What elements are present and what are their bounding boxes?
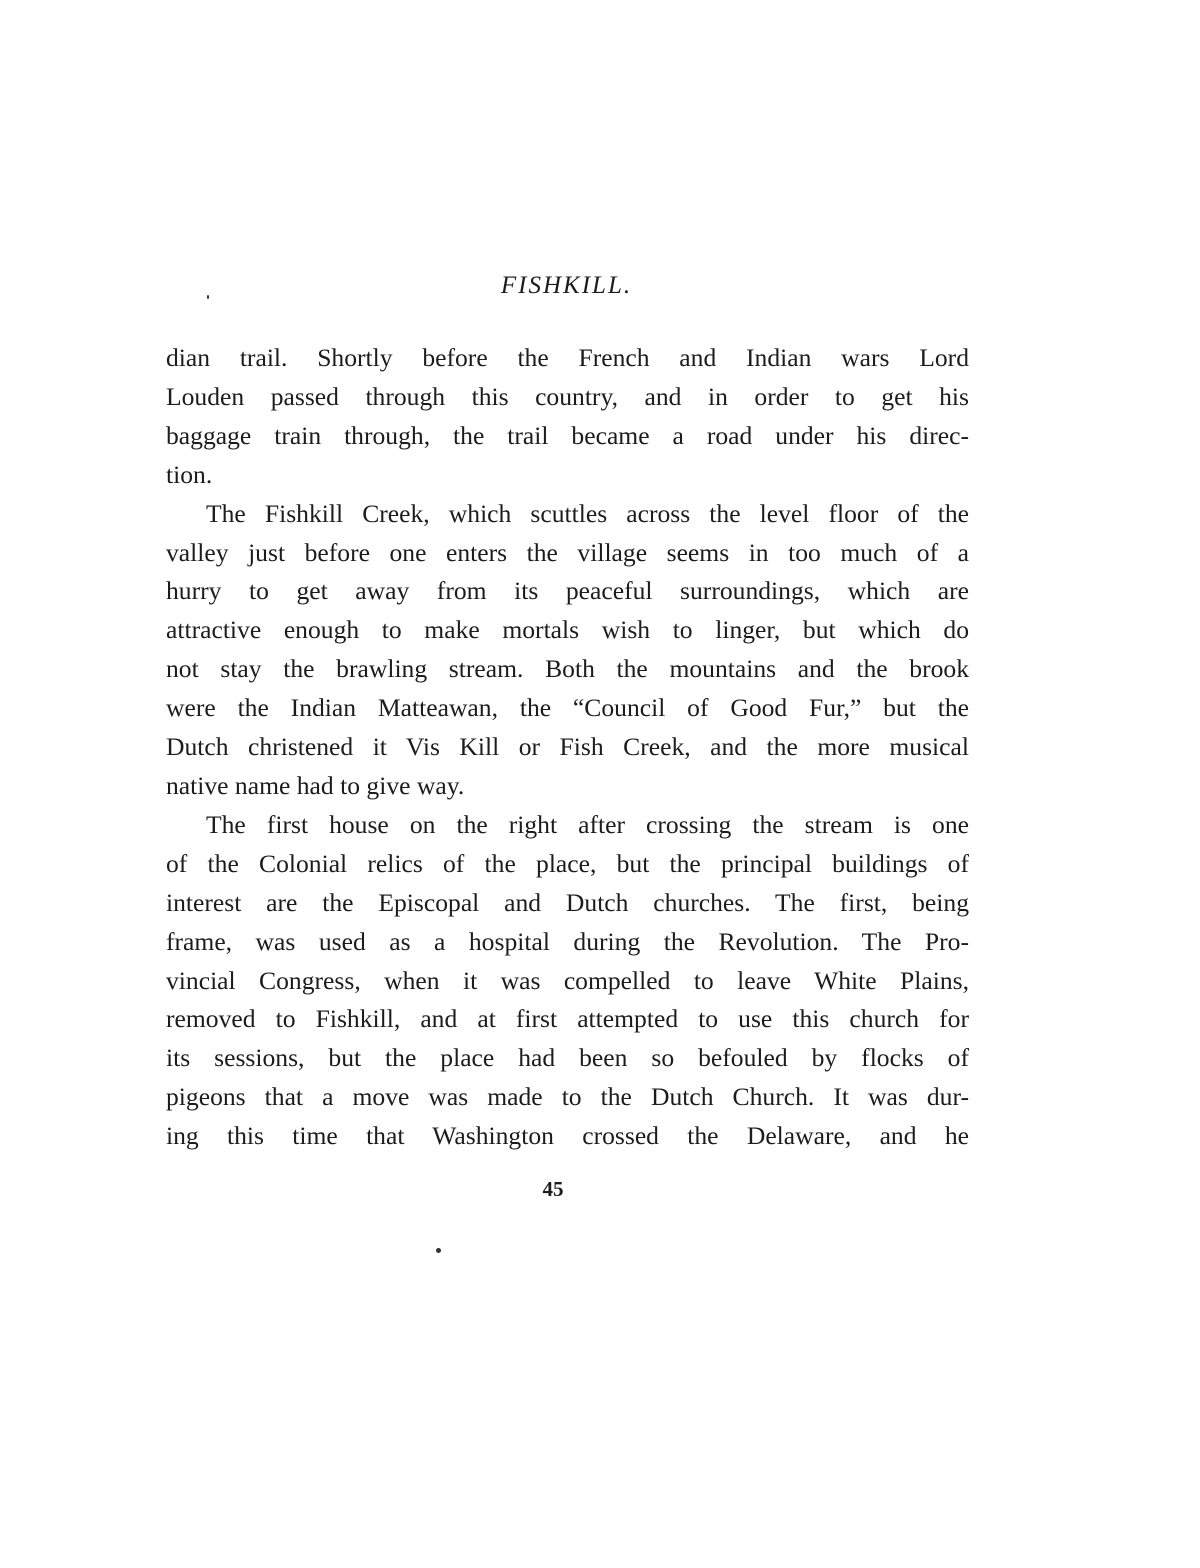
text-line: Dutch christened it Vis Kill or Fish Creek, and the more musical [166, 732, 969, 762]
text-line: of the Colonial relics of the place, but the principal buildings of [166, 848, 969, 878]
text-line: attractive enough to make mortals wish to linger, but which do [166, 615, 969, 645]
text-line: frame, was used as a hospital during the Revolution. The Pro- [166, 926, 969, 956]
text-line: native name had to give way. [166, 770, 465, 800]
scan-speck [207, 295, 209, 299]
text-line: The first house on the right after crossing the stream is one [206, 809, 969, 839]
text-line: dian trail. Shortly before the French and Indian wars Lord [166, 343, 969, 372]
text-line: not stay the brawling stream. Both the mountains and the brook [166, 654, 969, 684]
text-line: removed to Fishkill, and at first attempted to use this church for [166, 1004, 969, 1034]
scan-speck [436, 1248, 441, 1253]
text-line: were the Indian Matteawan, the “Council of Good Fur,” but the [166, 693, 969, 723]
text-line: interest are the Episcopal and Dutch churches. The first, being [166, 887, 969, 917]
text-line: valley just before one enters the village seems in too much of a [166, 537, 969, 567]
text-line: hurry to get away from its peaceful surroundings, which are [166, 576, 969, 606]
text-line: its sessions, but the place had been so befouled by flocks of [166, 1043, 969, 1073]
body-text [166, 339, 969, 1156]
text-line: vincial Congress, when it was compelled to leave White Plains, [166, 965, 969, 995]
text-line: pigeons that a move was made to the Dutch Church. It was dur- [166, 1082, 969, 1112]
text-line: tion. [166, 459, 213, 489]
text-line: Louden passed through this country, and in order to get his [166, 381, 969, 411]
running-head: FISHKILL. [500, 272, 633, 299]
text-line: ing this time that Washington crossed the Delaware, and he [166, 1121, 969, 1151]
page-number: 45 [542, 1177, 564, 1201]
text-line: baggage train through, the trail became a road under his direc- [166, 420, 969, 450]
text-line: The Fishkill Creek, which scuttles across the level floor of the [206, 498, 969, 528]
